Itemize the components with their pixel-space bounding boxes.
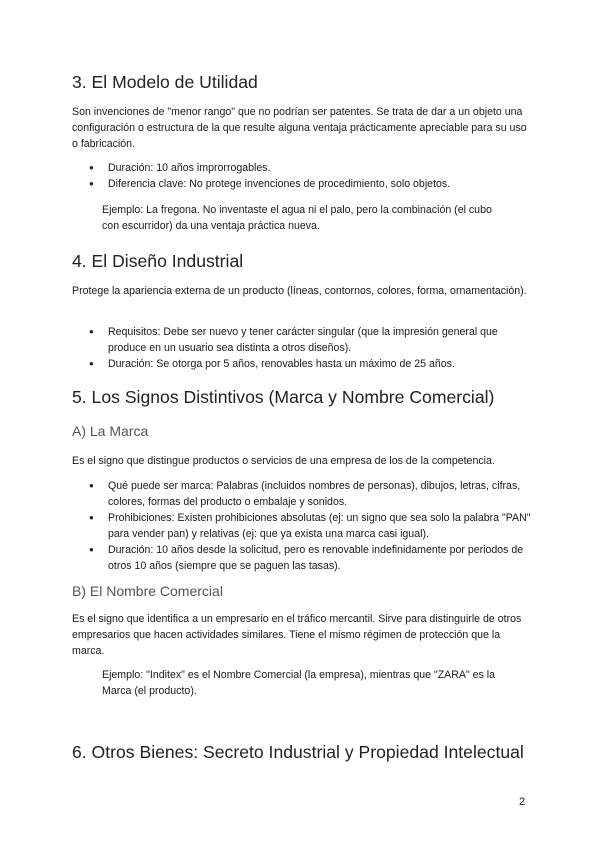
section-3-heading: 3. El Modelo de Utilidad <box>72 72 258 92</box>
section-3-intro: Son invenciones de "menor rango" que no podrían ser patentes. Se trata de dar a un objeto una configuración o estructura de la que resulte alguna ventaja prácticamente apreciable para su uso o fabricación. <box>72 106 527 150</box>
section-5a-subheading: A) La Marca <box>72 423 149 439</box>
section-5a-bullet-list <box>72 478 532 574</box>
section-3-example: Ejemplo: La fregona. No inventaste el agua ni el palo, pero la combinación (el cubo con escurridor) da una ventaja práctica nueva. <box>102 204 492 232</box>
section-3-bullet-list <box>72 160 532 192</box>
section-5a-intro: Es el signo que distingue productos o servicios de una empresa de los de la competencia. <box>72 455 495 467</box>
section-5a-bullet: ● Prohibiciones: Existen prohibiciones absolutas (ej: un signo que sea solo la palabra "PAN" para vender pan) y relativas (ej: que ya exista una marca casi igual). <box>72 510 532 542</box>
section-3-bullet: ● Diferencia clave: No protege invenciones de procedimiento, solo objetos. <box>72 176 532 192</box>
section-5b-example: Ejemplo: "Inditex" es el Nombre Comercial (la empresa), mientras que "ZARA" es la Marca (el producto). <box>102 669 496 697</box>
section-5a-bullet: ● Duración: 10 años desde la solicitud, pero es renovable indefinidamente por periodos de otros 10 años (siempre que se paguen las tasas). <box>72 542 532 574</box>
section-5b-intro: Es el signo que identifica a un empresario en el tráfico mercantil. Sirve para distinguirle de otros empresarios que hacen actividades similares. Tiene el mismo régimen de protección que la marca. <box>72 613 522 657</box>
section-6-heading: 6. Otros Bienes: Secreto Industrial y Propiedad Intelectual <box>72 742 524 762</box>
section-4-bullet: ● Requisitos: Debe ser nuevo y tener carácter singular (que la impresión general que produce en un usuario sea distinta a otros diseños). <box>72 324 532 356</box>
section-4-intro: Protege la apariencia externa de un producto (líneas, contornos, colores, forma, ornamentación). <box>72 285 527 297</box>
section-5b-subheading: B) El Nombre Comercial <box>72 583 223 599</box>
section-4-bullet-list <box>72 324 532 372</box>
page-number: 2 <box>519 796 526 808</box>
section-5a-bullet: ● Qué puede ser marca: Palabras (incluidos nombres de personas), dibujos, letras, cifras, colores, formas del producto o embalaje y sonidos. <box>72 478 532 510</box>
section-4-bullet: ● Duración: Se otorga por 5 años, renovables hasta un máximo de 25 años. <box>72 356 532 372</box>
section-3-bullet: ● Duración: 10 años improrrogables. <box>72 160 532 176</box>
section-4-heading: 4. El Diseño Industrial <box>72 251 244 271</box>
section-5-heading: 5. Los Signos Distintivos (Marca y Nombre Comercial) <box>72 387 495 407</box>
